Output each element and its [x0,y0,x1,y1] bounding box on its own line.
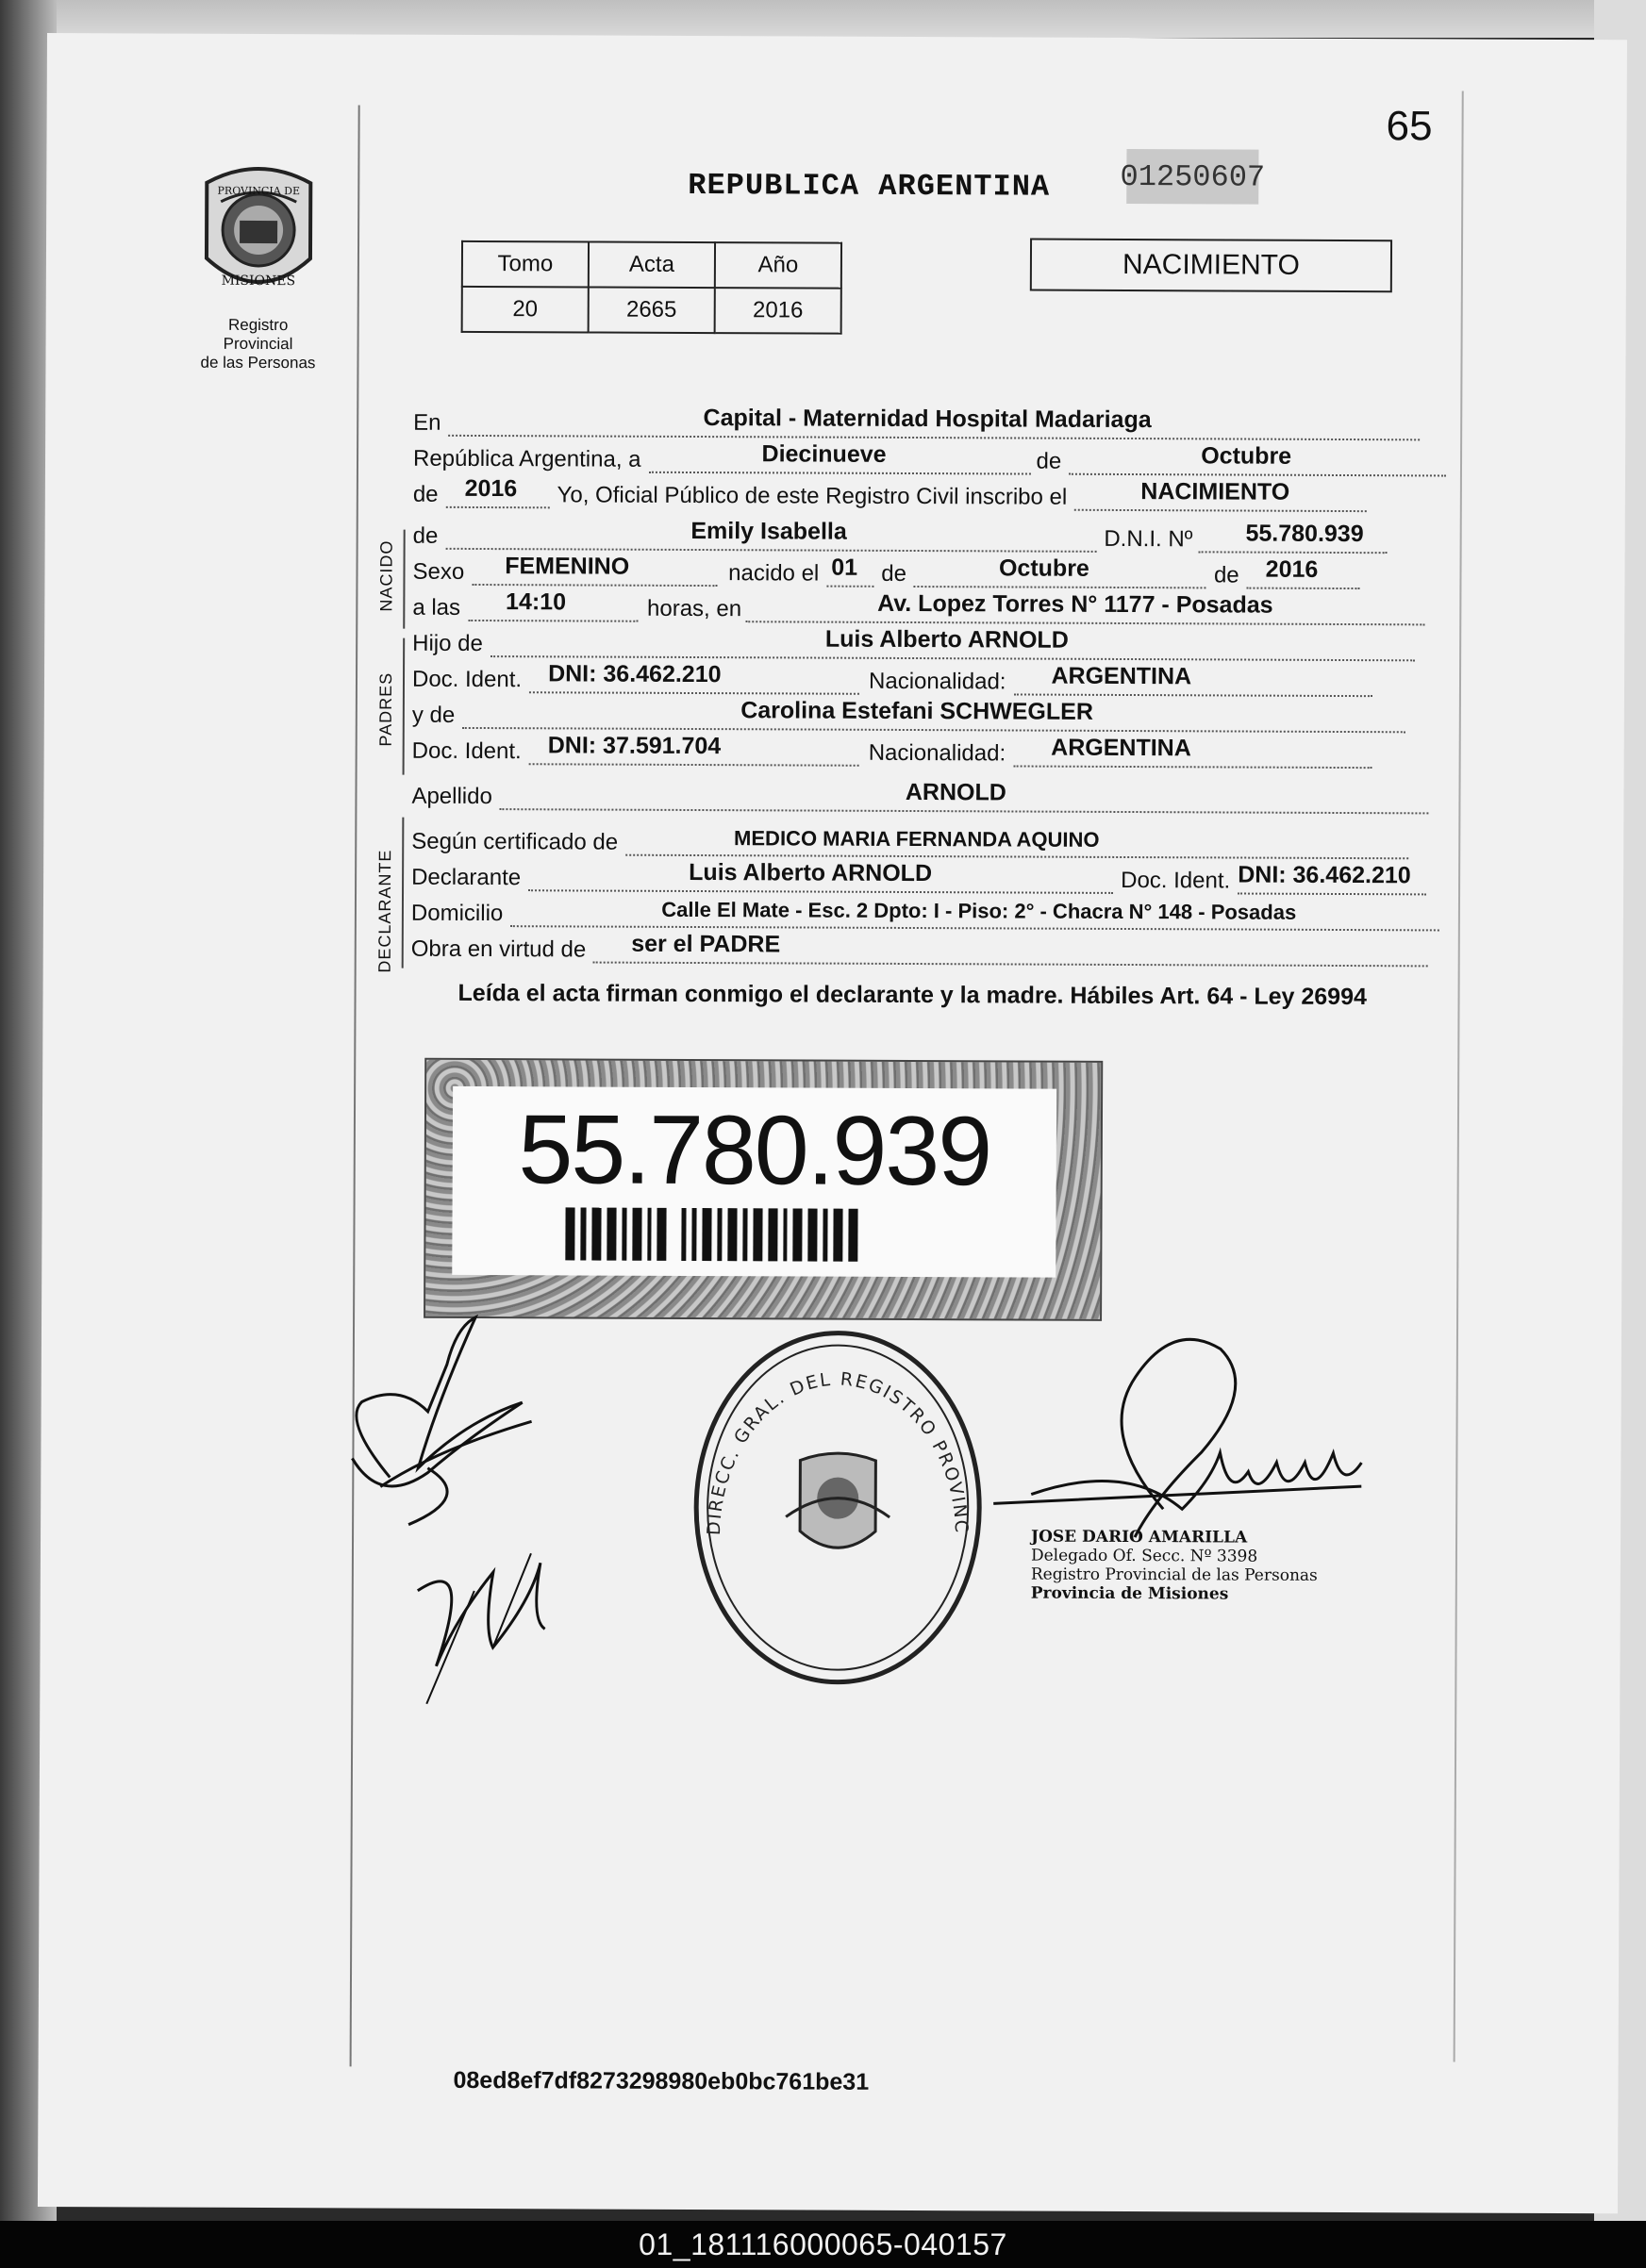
lectura-text: Leída el acta firman conmigo el declarante y la madre. Hábiles Art. 64 - Ley 26994 [457,979,1367,1011]
registry-header-tomo: Tomo [462,241,589,288]
label-inscribo: Yo, Oficial Público de este Registro Civil inscribo el [557,482,1068,510]
label-de-nombre: de [412,522,439,549]
field-certificado: MEDICO MARIA FERNANDA AQUINO [625,830,1408,860]
page-number: 65 [1386,103,1433,150]
label-declarante: Declarante [411,864,522,891]
field-nombre: Emily Isabella [445,523,1096,553]
label-sexo: Sexo [412,558,465,585]
officer-line4: Provincia de Misiones [1030,1583,1229,1604]
barcode-icon [565,1207,961,1262]
line-padre-doc [411,660,1372,697]
field-tipo: NACIMIENTO [1074,485,1367,512]
label-nac-madre: Nacionalidad: [868,739,1006,767]
field-anio-nac: 2016 [1247,563,1360,590]
signature-left-icon [323,1307,636,1713]
label-obra: Obra en virtud de [410,935,587,963]
field-hora: 14:10 [468,595,638,622]
line-certificado [411,826,1408,860]
label-nac-padre: Nacionalidad: [869,668,1006,695]
label-y-de: y de [411,702,456,728]
officer-stamp [1031,1528,1318,1604]
dni-security-label [424,1058,1103,1321]
label-dni: D.N.I. Nº [1104,525,1193,553]
field-padre: Luis Alberto ARNOLD [490,631,1415,661]
field-madre: Carolina Estefani SCHWEGLER [462,703,1405,733]
line-sexo [412,553,1359,589]
label-doc-declarante: Doc. Ident. [1121,867,1231,894]
nacido-divider [403,530,405,629]
registry-header-acta: Acta [589,242,715,289]
label-horas-en: horas, en [646,595,742,622]
section-nacido: NACIDO [376,539,396,612]
field-dni: 55.780.939 [1198,526,1387,554]
signature-right-icon [937,1319,1428,1557]
field-dia: Diecinueve [648,447,1030,475]
field-lugar-nac: Av. Lopez Torres N° 1177 - Posadas [745,596,1424,625]
field-padre-doc: DNI: 36.462.210 [529,667,859,695]
file-id-bar: 01_181116000065-040157 [0,2221,1646,2268]
right-margin-line [1454,91,1464,2062]
field-doc-declarante: DNI: 36.462.210 [1238,869,1426,896]
label-de-mes: de [881,560,907,587]
section-padres: PADRES [375,671,396,747]
declarante-divider [402,818,405,968]
line-padre [412,625,1415,662]
label-de-anio: de [412,481,439,507]
label-republica: República Argentina, a [412,445,641,472]
field-madre-doc: DNI: 37.591.704 [529,738,859,767]
birth-certificate-page [38,33,1627,2213]
field-padre-nac: ARGENTINA [1013,669,1372,697]
act-type-box: NACIMIENTO [1030,239,1392,293]
left-margin-line [350,105,360,2066]
logo-caption-line2: de las Personas [200,353,316,372]
officer-line2: Delegado Of. Secc. Nº 3398 [1030,1546,1258,1566]
label-apellido: Apellido [411,783,492,810]
label-a-las: a las [412,594,461,621]
registry-value-acta: 2665 [589,288,715,334]
label-de: de [1036,448,1062,474]
document-title: REPUBLICA ARGENTINA [688,167,1051,205]
serial-number: 01250607 [1126,149,1258,205]
registry-logo [191,164,324,373]
label-en: En [413,409,441,436]
dni-security-number: 55.780.939 [518,1095,991,1207]
officer-line3: Registro Provincial de las Personas [1030,1564,1318,1585]
line-domicilio [410,897,1439,932]
padres-divider [403,638,406,775]
registry-table [461,240,842,335]
svg-text:PROVINCIA DE: PROVINCIA DE [217,184,301,198]
field-apellido: ARNOLD [500,784,1429,814]
line-apellido [411,778,1429,815]
label-doc-padre: Doc. Ident. [411,666,523,693]
section-declarante: DECLARANTE [374,849,395,973]
line-obra [410,930,1429,968]
field-domicilio: Calle El Mate - Esc. 2 Dpto: I - Piso: 2° - Chacra N° 148 - Posadas [510,901,1439,931]
label-doc-madre: Doc. Ident. [411,737,522,765]
svg-text:DIRECC. GRAL. DEL REGISTRO PRO: DIRECC. GRAL. DEL REGISTRO PROVINCIAL [703,1368,973,1536]
field-anio: 2016 [446,482,550,508]
label-de-anio-nac: de [1213,562,1239,588]
line-en [413,405,1420,441]
label-certificado: Según certificado de [411,828,619,855]
svg-text:MISIONES: MISIONES [221,273,296,290]
registry-header-anio: Año [715,242,841,289]
field-sexo: FEMENINO [472,559,717,587]
registry-value-anio: 2016 [715,288,841,334]
line-madre [411,697,1405,734]
line-madre-doc [411,732,1372,769]
field-lugar: Capital - Maternidad Hospital Madariaga [448,410,1420,440]
line-nombre [412,517,1388,555]
line-declarante [411,858,1426,896]
logo-caption-line1: Registro Provincial [223,315,293,354]
field-declarante: Luis Alberto ARNOLD [528,865,1113,894]
field-mes: Octubre [1069,449,1446,477]
label-nacido-el: nacido el [728,560,820,587]
field-obra: ser el PADRE [593,937,1428,968]
field-mes-nac: Octubre [914,561,1206,588]
line-fecha [412,440,1446,477]
provincial-seal-icon [197,164,321,306]
registry-value-tomo: 20 [462,287,589,333]
label-hijo-de: Hijo de [412,630,483,657]
field-dia-nac: 01 [826,561,873,588]
line-inscribo [412,474,1368,512]
officer-name: JOSE DARIO AMARILLA [1031,1527,1248,1548]
label-domicilio: Domicilio [410,900,504,927]
field-madre-nac: ARGENTINA [1013,740,1372,769]
line-hora [412,588,1424,626]
scan-background-top [0,0,1646,38]
document-hash: 08ed8ef7df8273298980eb0bc761be31 [453,2066,870,2095]
